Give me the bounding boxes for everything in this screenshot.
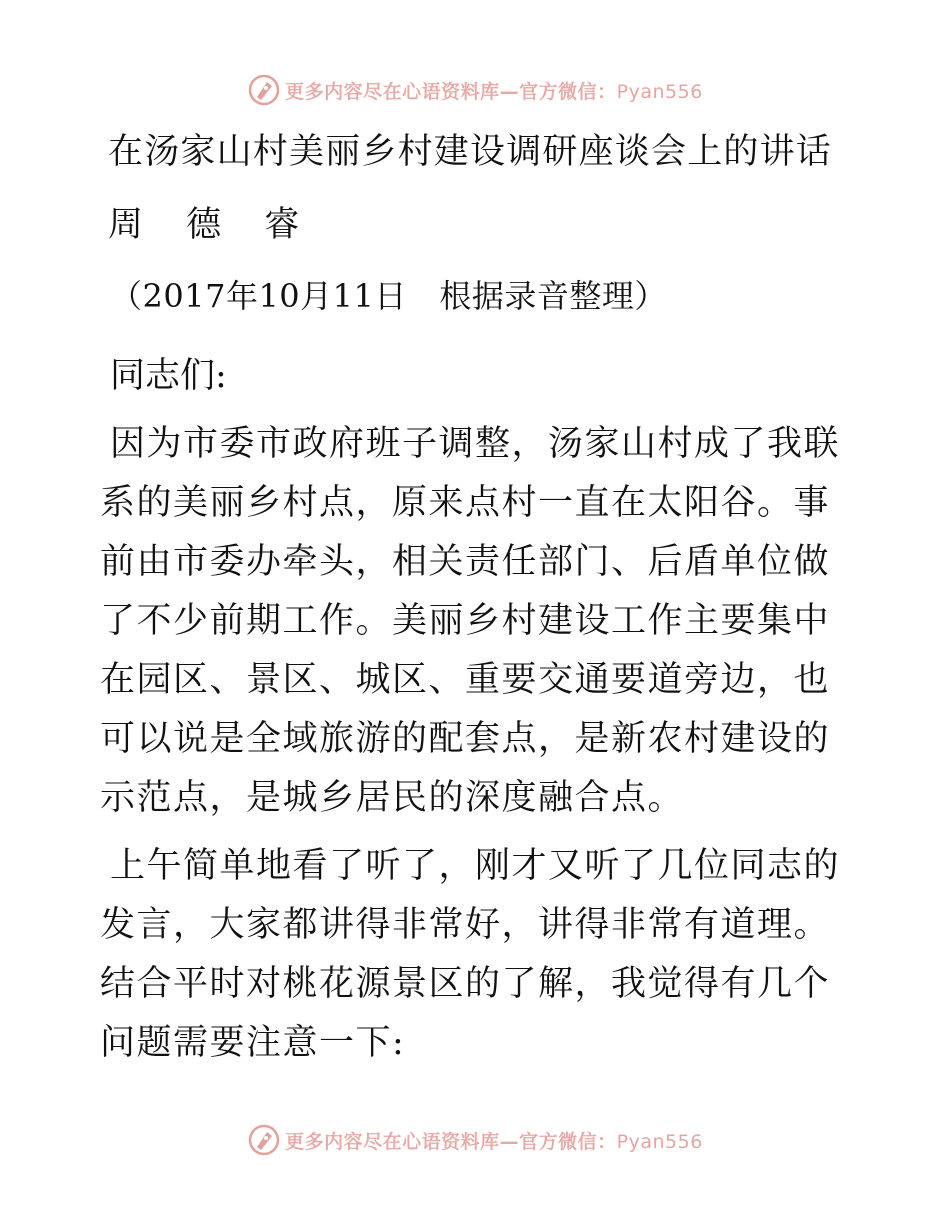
watermark-header (0, 70, 950, 110)
speech-author: 周 德 睿 (108, 205, 316, 245)
watermark-footer (0, 1120, 950, 1160)
watermark-text: 更多内容尽在心语资料库—官方微信：Pyan556 (285, 1130, 703, 1153)
pen-nib-logo-icon (247, 1123, 281, 1157)
watermark-text: 更多内容尽在心语资料库—官方微信：Pyan556 (285, 80, 703, 103)
paragraph-1: 因为市委市政府班子调整，汤家山村成了我联系的美丽乡村点，原来点村一直在太阳谷。事前由市委办牵头，相关责任部门、后盾单位做了不少前期工作。美丽乡村建设工作主要集中在园区、景区、城区、重要交通要道旁边，也可以说是全域旅游的配套点，是新农村建设的示范点，是城乡居民的深度融合点。 (100, 424, 841, 818)
greeting: 同志们: (110, 356, 227, 396)
date-note: （2017年10月11日 根据录音整理） (110, 277, 667, 315)
speech-title: 在汤家山村美丽乡村建设调研座谈会上的讲话 (108, 132, 833, 172)
pen-nib-logo-icon (247, 73, 281, 107)
paragraph-2: 上午简单地看了听了，刚才又听了几位同志的发言，大家都讲得非常好，讲得非常有道理。结合平时对桃花源景区的了解，我觉得有几个问题需要注意一下: (100, 846, 841, 1063)
